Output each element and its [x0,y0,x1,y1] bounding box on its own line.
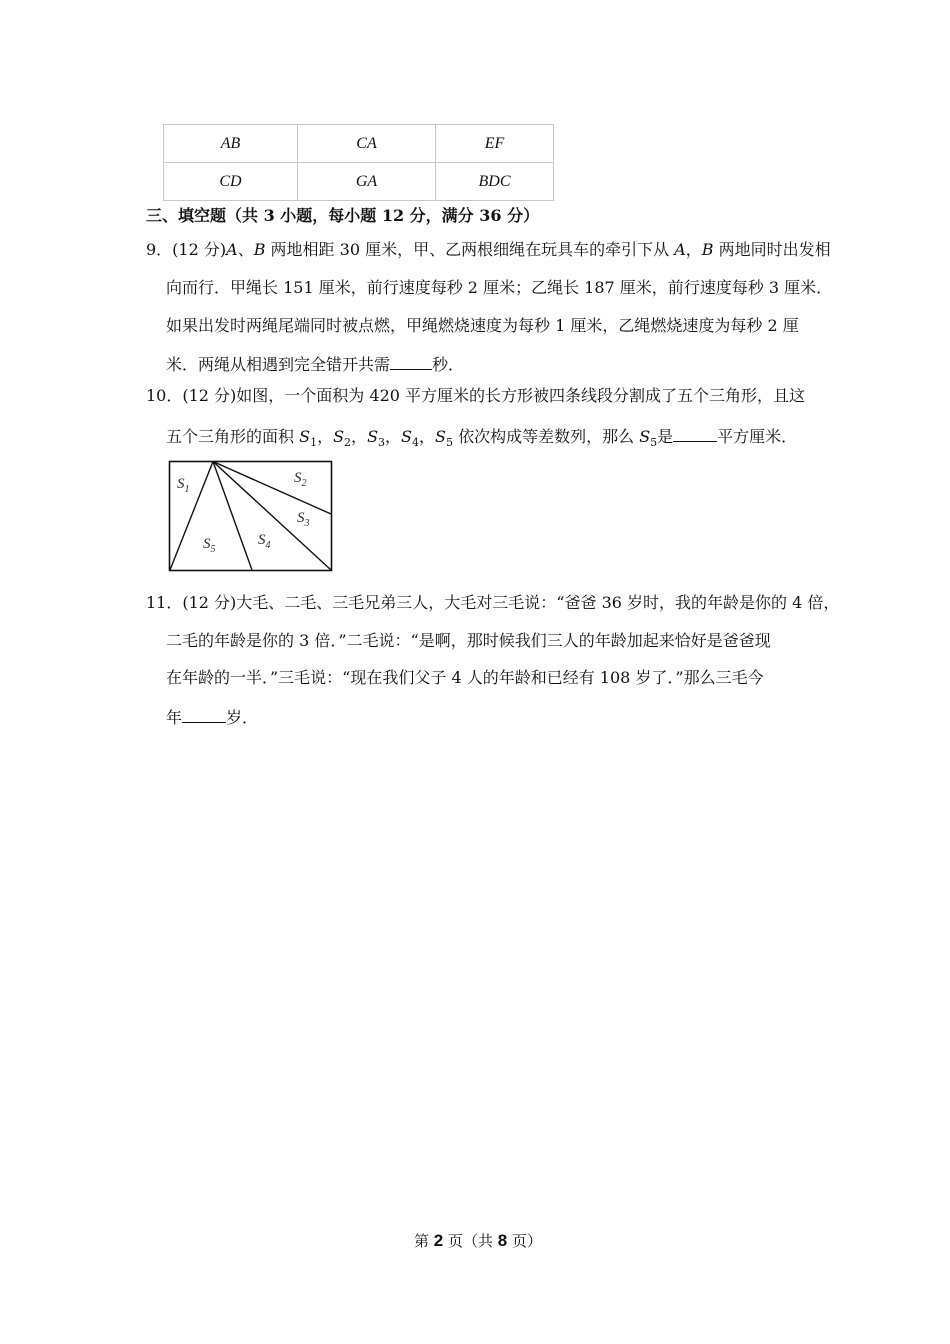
label-s4: $S_4$ [258,532,271,551]
page-number: 2 [433,1231,444,1250]
var-s: S [299,427,311,446]
subscript: 2 [344,436,352,450]
var-s: S [401,427,413,446]
separator: ， [685,240,702,259]
question-9-line-2: 向而行．甲绳长 151 厘米，前行速度每秒 2 厘米；乙绳长 187 厘米，前行速度每秒 3 厘米． [166,278,833,297]
footer-text: 页（共 [443,1232,498,1250]
question-text: 年 [166,708,183,727]
separator: ， [385,427,402,446]
separator: 、 [237,240,254,259]
question-text: 平方厘米． [717,427,798,446]
rectangle-triangles-figure [168,460,334,572]
question-text: 两地相距 30 厘米，甲、乙两根细绳在玩具车的牵引下从 [265,240,675,259]
table-cell: CD [164,163,298,201]
question-11-line-2: 二毛的年龄是你的 3 倍．”二毛说：“是啊，那时候我们三人的年龄加起来恰好是爸爸现 [166,631,771,650]
point-a: A [674,240,686,259]
table-row [164,125,554,163]
label-s2: $S_2$ [294,470,307,489]
table-cell: GA [298,163,436,201]
table-cell: EF [436,125,554,163]
question-number: 9．(12 分) [146,240,227,259]
answer-blank[interactable] [182,706,226,723]
question-text: 秒． [432,355,465,374]
separator: ， [351,427,368,446]
table-row [164,163,554,201]
question-text: 两地同时出发相 [713,240,831,259]
question-text: 五个三角形的面积 [166,427,300,446]
footer-text: 第 [414,1232,434,1250]
question-10-line-2 [166,425,797,453]
page-footer [414,1230,542,1251]
subscript: 4 [412,436,420,450]
label-s5: $S_5$ [203,536,216,555]
table-cell: CA [298,125,436,163]
question-number: 10．(12 分) [146,386,237,405]
subscript: 5 [446,436,453,450]
label-s3: $S_3$ [297,510,310,529]
var-s: S [639,427,651,446]
footer-text: 页） [507,1232,543,1250]
table-cell: AB [164,125,298,163]
question-9-line-3: 如果出发时两绳尾端同时被点燃，甲绳燃烧速度为每秒 1 厘米，乙绳燃烧速度为每秒 2 厘 [166,316,799,335]
question-text: 大毛、二毛、三毛兄弟三人，大毛对三毛说：“爸爸 36 岁时，我的年龄是你的 4 倍， [236,593,840,612]
answer-blank[interactable] [673,425,717,442]
question-text: 是 [657,427,674,446]
separator: ， [317,427,334,446]
question-10-line-1 [146,386,805,406]
question-11-line-1 [146,593,839,613]
answer-blank[interactable] [390,353,432,370]
question-11-line-4 [166,706,258,728]
subscript: 5 [650,436,658,450]
table-cell: BDC [436,163,554,201]
label-s1: $S_1$ [177,476,190,495]
subscript: 3 [378,436,386,450]
question-text: 岁． [226,708,259,727]
question-11-line-3: 在年龄的一半．”三毛说：“现在我们父子 4 人的年龄和已经有 108 岁了．”那么三毛今 [166,668,764,687]
question-number: 11．(12 分) [146,593,237,612]
section-title: 三、填空题（共 3 小题，每小题 12 分，满分 36 分） [146,206,540,225]
point-b: B [253,240,266,259]
point-a: A [226,240,238,259]
segment [213,462,331,571]
question-text: 米．两绳从相遇到完全错开共需 [166,355,391,374]
segment [213,462,331,515]
var-s: S [367,427,379,446]
answer-table [163,124,554,201]
question-text: 如图，一个面积为 420 平方厘米的长方形被四条线段分割成了五个三角形，且这 [236,386,806,405]
var-s: S [435,427,446,446]
total-pages: 8 [497,1231,508,1250]
separator: ， [419,427,436,446]
var-s: S [333,427,345,446]
segment [213,462,252,571]
question-9-line-1 [146,240,831,260]
point-b: B [701,240,714,259]
subscript: 1 [310,436,318,450]
question-text: 依次构成等差数列，那么 [453,427,640,446]
question-9-line-4 [166,353,464,375]
